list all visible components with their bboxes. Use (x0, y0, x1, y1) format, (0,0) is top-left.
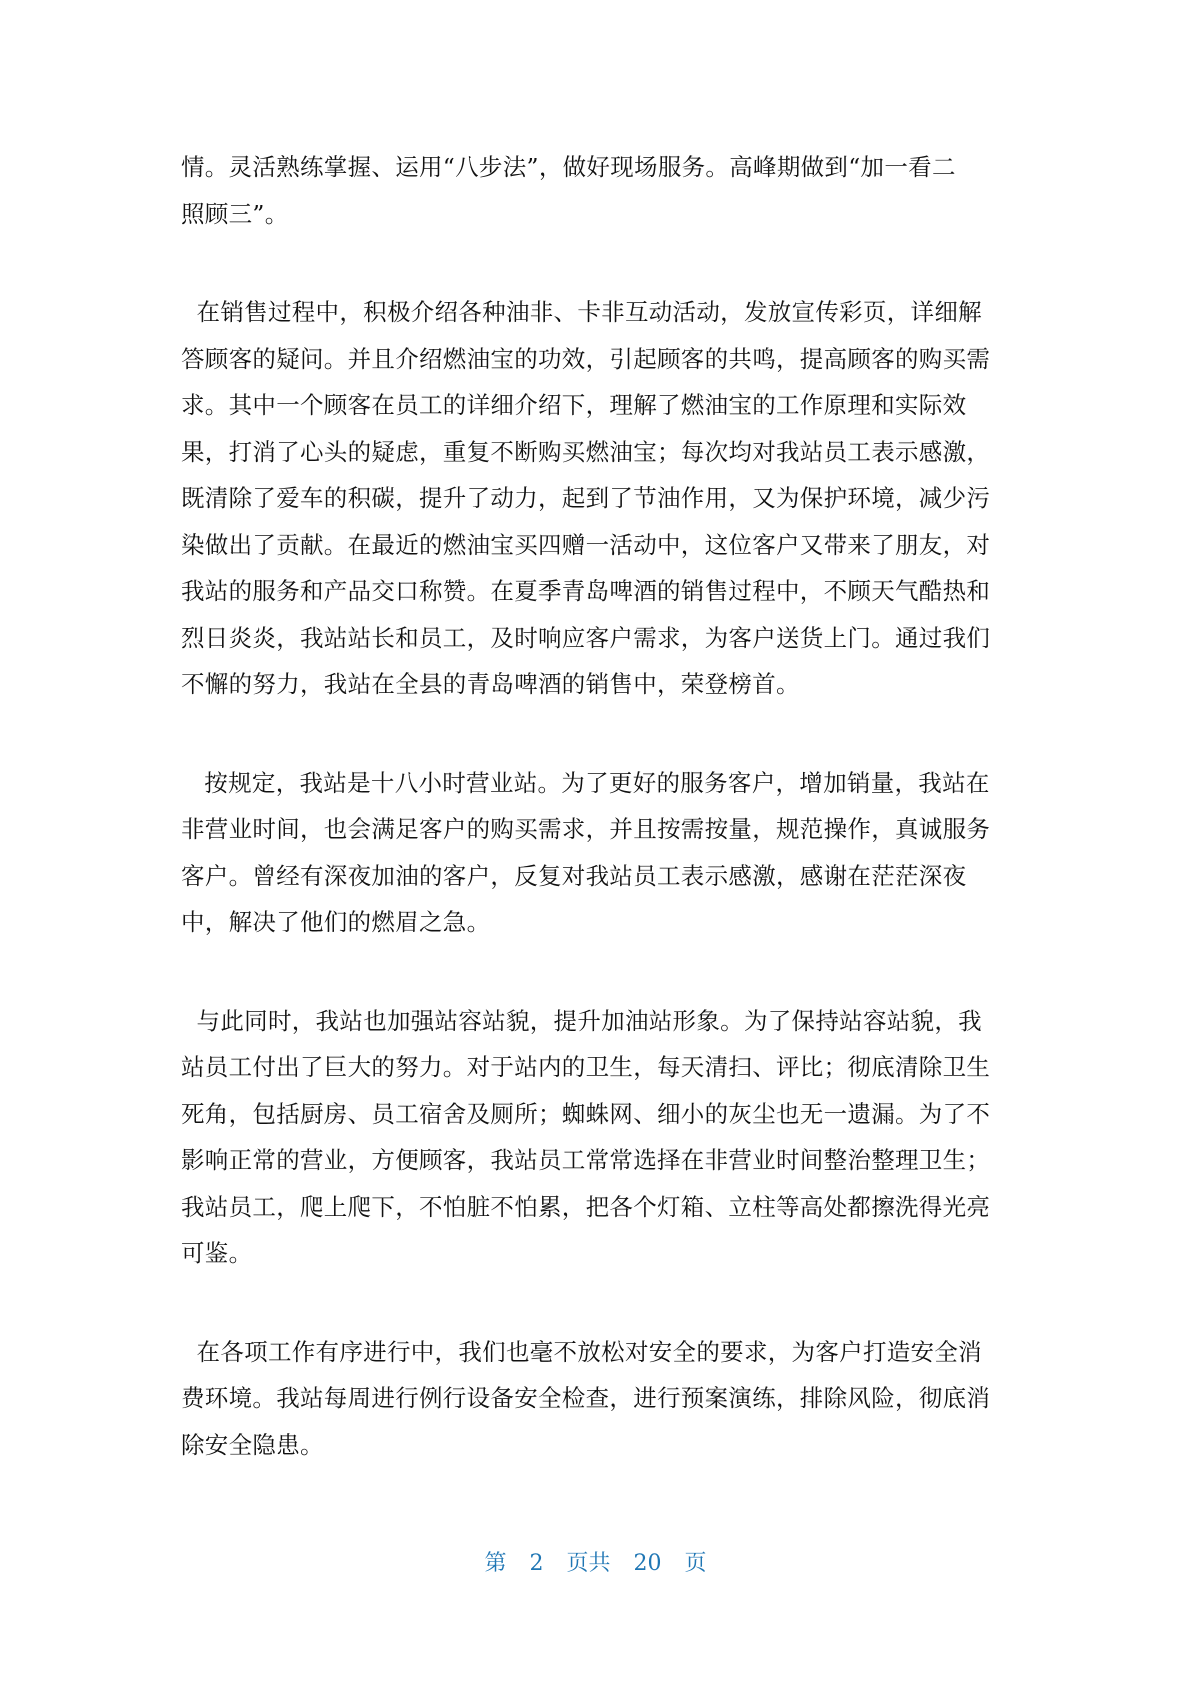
footer-middle: 页共 (566, 1551, 611, 1576)
text-line: 非营业时间，也会满足客户的购买需求，并且按需按量，规范操作，真诚服务 (181, 815, 991, 843)
text-line: 照顾三”。 (181, 199, 289, 228)
paragraph (181, 289, 1011, 708)
current-page-number: 2 (529, 1551, 544, 1576)
text-line: 我站的服务和产品交口称赞。在夏季青岛啤酒的销售过程中，不顾天气酷热和 (181, 577, 991, 605)
text-line: 我站员工，爬上爬下，不怕脏不怕累，把各个灯箱、立柱等高处都擦洗得光亮 (181, 1192, 991, 1221)
paragraph (181, 144, 1011, 237)
footer-prefix: 第 (484, 1551, 507, 1576)
text-line: 中，解决了他们的燃眉之急。 (181, 908, 491, 936)
text-line: 情。灵活熟练掌握、运用“八步法”，做好现场服务。高峰期做到“加一看二 (181, 153, 956, 181)
footer-suffix: 页 (684, 1551, 707, 1576)
total-page-count: 20 (633, 1551, 662, 1576)
text-line: 费环境。我站每周进行例行设备安全检查，进行预案演练，排除风险，彻底消 (181, 1384, 991, 1412)
text-line: 按规定，我站是十八小时营业站。为了更好的服务客户，增加销量，我站在 (181, 768, 990, 797)
text-line: 可鉴。 (181, 1239, 253, 1267)
text-line: 既清除了爱车的积碳，提升了动力，起到了节油作用，又为保护环境，减少污 (181, 484, 991, 512)
text-line: 染做出了贡献。在最近的燃油宝买四赠一活动中，这位客户又带来了朋友，对 (181, 530, 991, 559)
text-line: 站员工付出了巨大的努力。对于站内的卫生，每天清扫、评比；彻底清除卫生 (181, 1053, 991, 1081)
text-line: 答顾客的疑问。并且介绍燃油宝的功效，引起顾客的共鸣，提高顾客的购买需 (181, 344, 991, 373)
paragraph (181, 760, 1011, 946)
text-line: 求。其中一个顾客在员工的详细介绍下，理解了燃油宝的工作原理和实际效 (181, 391, 967, 419)
text-line: 烈日炎炎，我站站长和员工，及时响应客户需求，为客户送货上门。通过我们 (181, 623, 991, 652)
text-line: 死角，包括厨房、员工宿舍及厕所；蜘蛛网、细小的灰尘也无一遗漏。为了不 (181, 1099, 991, 1128)
paragraph (181, 1329, 1011, 1469)
text-line: 在各项工作有序进行中，我们也毫不放松对安全的要求，为客户打造安全消 (181, 1337, 982, 1366)
text-line: 在销售过程中，积极介绍各种油非、卡非互动活动，发放宣传彩页，详细解 (181, 298, 982, 326)
text-line: 与此同时，我站也加强站容站貌，提升加油站形象。为了保持站容站貌，我 (181, 1006, 982, 1035)
document-body (181, 144, 1011, 1520)
text-line: 客户。曾经有深夜加油的客户，反复对我站员工表示感激，感谢在茫茫深夜 (181, 861, 967, 890)
text-line: 果，打消了心头的疑虑，重复不断购买燃油宝；每次均对我站员工表示感激， (181, 437, 991, 466)
text-line: 不懈的努力，我站在全县的青岛啤酒的销售中，荣登榜首。 (181, 670, 800, 698)
text-line: 除安全隐患。 (181, 1430, 324, 1459)
text-line: 影响正常的营业，方便顾客，我站员工常常选择在非营业时间整治整理卫生； (181, 1146, 991, 1174)
paragraph (181, 998, 1011, 1277)
page-number-footer (0, 1546, 1191, 1577)
